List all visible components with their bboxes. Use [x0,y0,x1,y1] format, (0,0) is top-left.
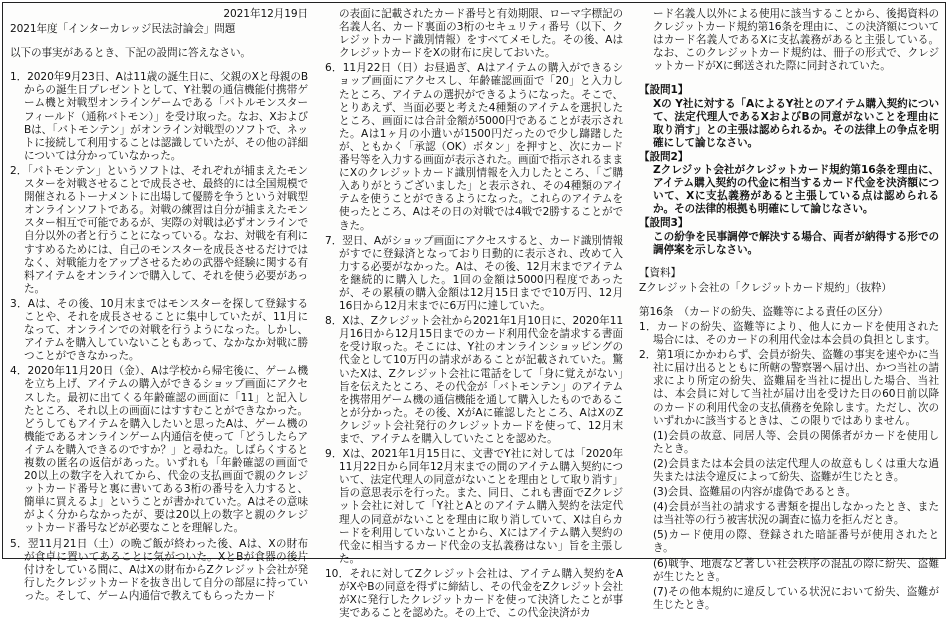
fact-5-continued: の表面に記載されたカード番号と有効期限、ローマ字標記の名義人名、カード裏面の3桁のセキュリティ番号（以下、クレジットカード識別情報）をすべてメモした。その後、AはクレジットカードをXの財布に戻しておいた。 [339,8,623,60]
fact-3: 3．Aは、その後、10月末まではモンスターを探して登録することや、それを成長させることに集中していたが、11月になって、オンラインでの対戦を行うようになった。しかし、アイテムを購入していないこともあって、なかなか対戦に勝つことができなかった。 [10,297,308,363]
fact-4: 4．2020年11月20日（金）、Aは学校から帰宅後に、ゲーム機を立ち上げ、アイテムの購入ができるショップ画面にアクセスした。最初に出てくる年齢確認の画面に「11」と記入したところ、それ以上の画面にはすすむことができなかった。どうしてもアイテムを購入したいと思ったAは、ゲーム機の機能であるオンラインゲーム内通信を使って「どうしたらアイテムを購入できるのですか？」と尋ねた。しばらくすると複数の匿名の返信があった。いずれも「年齢確認の画面で20以上の数字を入れてから、代金の支払画面で親のクレジットカード番号と裏に書いてある3桁の番号を入力すると、簡単に買えるよ」ということが書かれていた。Aはその意味がよく分からなかったが、要は20以上の数字と親のクレジットカード番号などが必要なことを理解した。 [10,365,308,535]
question-1-body: Xの Y社に対する「AによるY社とのアイテム購入契約について、法定代理人であるXおよびBの同意がないことを理由に取り消す」との主張は認められるか。その法律上の争点を明確にして論じなさい。 [653,97,939,149]
clause-item: (5)カード使用の際、登録された暗証番号が使用されたとき。 [653,529,939,555]
clause-item: (1)会員の故意、同居人等、会員の関係者がカードを使用したとき。 [653,429,939,455]
fact-2: 2．「バトモンテン」というソフトは、それぞれが捕まえたモンスターを対戦させることで成長させ、最終的には全国規模で開催されるトーナメントに出場して優勝を争うという対戦型オンラインソフトである。対戦の練習は自分が捕まえたモンスター相互で可能であるが、実際の対戦は必ずオンラインで自分以外の者と行うことになっている。なお、対戦を有利にすすめるためには、自己のモンスターを成長させるだけではなく、対戦能力をアップさせるための武器や経験に関する有料アイテムをオンラインで購入して、それを使う必要があった。 [10,164,308,295]
fact-10-continued: ード名義人以外による使用に該当することから、後掲資料のクレジットカード規約第16条を理由に、この決済額についてはカード名義人であるXに支払義務があると主張している。なお、このクレジットカード規約は、冊子の形式で、クレジットカードがXに郵送された際に同封されていた。 [653,8,939,73]
question-2-title: 【設問2】 [639,150,689,163]
clause-item: (2)会員または本会員の法定代理人の故意もしくは重大な過失または法令違反によって紛失、盗難が生じたとき。 [653,457,939,483]
question-1-title: 【設問1】 [639,84,689,97]
clause-item: (3)会員、盗難届の内容が虚偽であるとき。 [653,486,857,499]
problem-sheet [2,2,946,620]
column-1 [10,8,308,602]
article-title: 第16条 （カードの紛失、盗難等による責任の区分） [639,305,889,318]
clause-item: (6)戦争、地震など著しい社会秩序の混乱の際に紛失、盗難が生じたとき。 [653,557,939,583]
problem-date: 2021年12月19日 [223,8,308,20]
problem-title: 2021年度「インターカレッジ民法討論会」問題 [10,23,236,36]
clause-2: 2．第1項にかかわらず、会員が紛失、盗難の事実を速やかに当社に届け出るとともに所轄の警察署へ届け出、かつ当社の請求により所定の紛失、盗難届を当社に提出した場合、当社は、本会員に対して当社が届け出を受けた日の60日前以降のカードの利用代金の支払債務を免除します。ただし、次のいずれかに該当するときは、この限りではありません。 [639,349,939,427]
fact-6: 6．11月22日（日）お昼過ぎ、Aはアイテムの購入ができるショップ画面にアクセスし、年齢確認画面で「20」と入力したところ、アイテムの選択ができるようになった。そこで、とりあえず、当面必要と考えた4種類のアイテムを選択したところ、画面には合計金額が5000円であることが表示された。Aは1ヶ月の小遣いが1500円だったので少し躊躇したが、ともかく「承認（OK）ボタン」を押すと、次にカード番号等を入力する画面が表示された。画面で指示されるままにXのクレジットカード識別情報を入力したところ、「ご購入ありがとうございました」と表示され、その4種類のアイテムを使うことができるようになった。これらのアイテムを使ったところ、Aはその日の対戦では4戦で2勝することができた。 [325,62,623,232]
problem-intro: 以下の事実があるとき、下記の設問に答えなさい。 [10,47,251,60]
question-3-title: 【設問3】 [639,217,689,230]
fact-9: 9．Xは、2021年1月15日に、文書でY社に対しては「2020年11月22日から同年12月末までの間のアイテム購入契約について、法定代理人の同意がないことを理由として取り消す」旨の意思表示を行った。また、同日、これも書面でZクレジット会社に対して「Y社とAとのアイテム購入契約を法定代理人の同意がないことを理由に取り消していて、Xは自らカードを利用していないことから、Xにはアイテム購入契約の代金に相当するカード代金の支払義務はない」旨を主張した。 [325,448,623,565]
fact-1: 1．2020年9月23日、Aは11歳の誕生日に、父親のXと母親のBからの誕生日プレゼントとして、Y社製の通信機能付携帯ゲーム機と対戦型オンラインゲームである「バトルモンスターフィールド（通称バトモン）」を受け取った。なお、XおよびBは、「バトモンテン」がオンライン対戦型のソフトで、ネットに接続して利用することは認識していたが、その他の詳細については分かっていなかった。 [10,71,308,162]
column-2 [325,8,623,620]
materials-heading: 【資料】 [639,266,681,279]
fact-8: 8．Xは、Zクレジット会社から2021年1月10日に、2020年11月16日から12月15日までのカード利用代金を請求する書面を受け取った。そこには、Y社のオンラインショッピングの代金として10万円の請求があることが記載されていた。驚いたXは、Zクレジット会社に電話をして「身に覚えがない」旨を伝えたところ、その代金が「バトモンテン」のアイテムを携帯用ゲーム機の通信機能を通して購入したものであることが分かった。その後、XがAに確認したところ、AはXのZクレジット会社発行のクレジットカードを使って、12月末まで、アイテムを購入していたことを認めた。 [325,315,623,445]
clause-item: (7)その他本規約に違反している状況において紛失、盗難が生じたとき。 [653,585,939,611]
clause-1: 1．カードの紛失、盗難等により、他人にカードを使用された場合には、そのカードの利用代金は本会員の負担とします。 [639,320,939,347]
fact-5: 5．翌11月21日（土）の晩ご飯が終わった後、Aは、Xの財布が食卓に置いてあることに気がついた。XとBが食器の後片付けをしている間に、AはXの財布からZクレジット会社が発行したクレジットカードを抜き出して自分の部屋に持っていった。そして、ゲーム内通信で教えてもらったカード [10,537,308,602]
question-2-body: Zクレジット会社がクレジットカード規約第16条を理由に、アイテム購入契約の代金に相当するカード代金を決済額について、Xに支払義務があると主張している点は認められるか。その法律的根拠も明確にして論じなさい。 [653,164,939,216]
fact-7: 7．翌日、Aがショップ画面にアクセスすると、カード識別情報がすでに登録済となっており日動的に表示され、改めて入力する必要がなかった。Aは、その後、12月末までアイテムを継続的に購入した。1回の金額は5000円程度であったが、その累積の購入金額は12月15日までで10万円、12月16日から12月末までに6万円に達していた。 [325,234,623,313]
question-3-body: この紛争を民事調停で解決する場合、両者が納得する形での調停案を示しなさい。 [653,230,939,256]
column-3 [639,8,939,611]
materials-subtitle: Zクレジット会社の「クレジットカード規約」（抜粋） [639,281,892,294]
fact-10: 10．それに対してZクレジット会社は、アイテム購入契約をAがXやBの同意を得ずに締結し、その代金をZクレジット会社がXに発行したクレジットカードを使って決済したことが事実であることを認めた。その上で、この代金決済がカ [325,567,623,620]
clause-item: (4)会員が当社の請求する書類を提出しなかったとき、または当社等の行う被害状況の調査に協力を拒んだとき。 [653,501,939,527]
